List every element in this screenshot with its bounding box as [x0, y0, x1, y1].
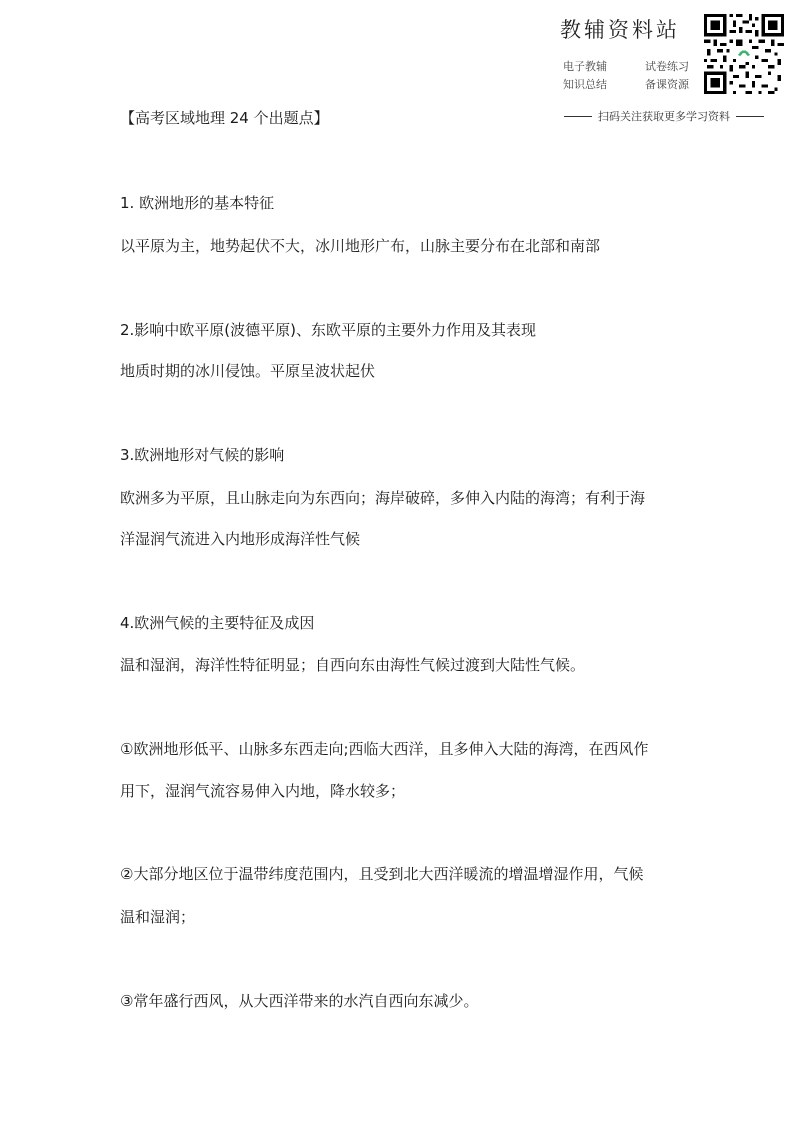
- reason-2-line-1: ②大部分地区位于温带纬度范围内，且受到北大西洋暖流的增温增湿作用，气候: [120, 865, 644, 883]
- link-electronic-materials[interactable]: 电子教辅: [563, 60, 607, 73]
- section-3-heading: 3.欧洲地形对气候的影响: [120, 446, 285, 464]
- scan-prompt: [558, 108, 778, 124]
- section-4-body: 温和湿润，海洋性特征明显；自西向东由海性气候过渡到大陆性气候。: [120, 656, 586, 674]
- section-2-body: 地质时期的冰川侵蚀。平原呈波状起伏: [120, 362, 376, 380]
- document-title: 【高考区域地理 24 个出题点】: [120, 109, 329, 127]
- reason-1-line-2: 用下，湿润气流容易伸入内地，降水较多；: [120, 782, 406, 800]
- link-exam-practice[interactable]: 试卷练习: [645, 60, 689, 73]
- scan-text: 扫码关注获取更多学习资料: [598, 110, 730, 123]
- reason-2-line-2: 温和湿润；: [120, 908, 196, 926]
- section-4-heading: 4.欧洲气候的主要特征及成因: [120, 614, 315, 632]
- section-2-heading: 2.影响中欧平原(波德平原)、东欧平原的主要外力作用及其表现: [120, 321, 537, 339]
- link-lesson-resources[interactable]: 备课资源: [645, 78, 689, 91]
- qr-code-icon[interactable]: [704, 14, 784, 94]
- header-links: [563, 58, 703, 94]
- section-3-body-line-2: 洋湿润气流进入内地形成海洋性气候: [120, 530, 361, 548]
- divider-right: [736, 116, 764, 117]
- section-3-body-line-1: 欧洲多为平原，且山脉走向为东西向；海岸破碎，多伸入内陆的海湾；有利于海: [120, 489, 646, 507]
- divider-left: [564, 116, 592, 117]
- reason-1-line-1: ①欧洲地形低平、山脉多东西走向;西临大西洋，且多伸入大陆的海湾，在西风作: [120, 740, 649, 758]
- section-1-body: 以平原为主，地势起伏不大，冰川地形广布，山脉主要分布在北部和南部: [120, 237, 601, 255]
- brand-title: 教辅资料站: [560, 18, 680, 42]
- section-1-heading: 1. 欧洲地形的基本特征: [120, 194, 275, 212]
- link-knowledge-summary[interactable]: 知识总结: [563, 78, 607, 91]
- reason-3-line-1: ③常年盛行西风，从大西洋带来的水汽自西向东减少。: [120, 992, 479, 1010]
